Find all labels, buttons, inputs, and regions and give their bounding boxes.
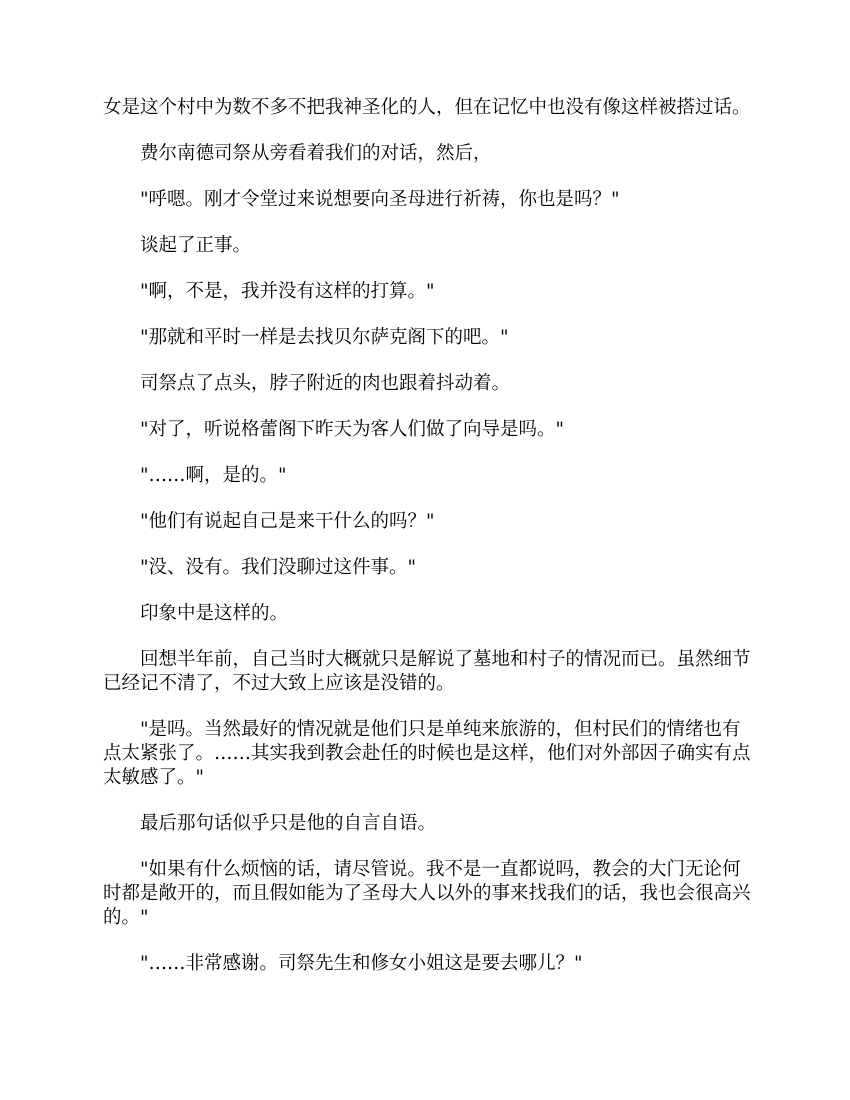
paragraph: 谈起了正事。 <box>140 235 252 256</box>
paragraph: "没、没有。我们没聊过这件事。" <box>140 557 417 578</box>
paragraph: 印象中是这样的。 <box>140 603 289 624</box>
paragraph: "呼嗯。刚才令堂过来说想要向圣母进行祈祷，你也是吗？" <box>140 189 620 210</box>
paragraph: 司祭点了点头，脖子附近的肉也跟着抖动着。 <box>140 373 511 394</box>
paragraph: 费尔南德司祭从旁看着我们的对话，然后， <box>140 143 492 164</box>
paragraph: "是吗。当然最好的情况就是他们只是单纯来旅游的，但村民们的情绪也有点太紧张了。……其实我到教会赴任的时候也是这样，他们对外部因子确实有点太敏感了。" <box>103 719 751 788</box>
paragraph: "……非常感谢。司祭先生和修女小姐这是要去哪儿？" <box>140 953 583 974</box>
paragraph: "……啊，是的。" <box>140 465 287 486</box>
paragraph: 回想半年前，自己当时大概就只是解说了墓地和村子的情况而已。虽然细节已经记不清了，不过大致上应该是没错的。 <box>103 649 751 694</box>
paragraph: "那就和平时一样是去找贝尔萨克阁下的吧。" <box>140 327 509 348</box>
paragraph: "如果有什么烦恼的话，请尽管说。我不是一直都说吗，教会的大门无论何时都是敞开的，而且假如能为了圣母大人以外的事来找我们的话，我也会很高兴的。" <box>103 859 751 928</box>
paragraph: 最后那句话似乎只是他的自言自语。 <box>140 813 437 834</box>
paragraph: 女是这个村中为数不多不把我神圣化的人，但在记忆中也没有像这样被搭过话。 <box>103 97 751 118</box>
paragraph: "啊，不是，我并没有这样的打算。" <box>140 281 435 302</box>
paragraph: "对了，听说格蕾阁下昨天为客人们做了向导是吗。" <box>140 419 565 440</box>
paragraph: "他们有说起自己是来干什么的吗？" <box>140 511 435 532</box>
body-text <box>103 96 755 998</box>
